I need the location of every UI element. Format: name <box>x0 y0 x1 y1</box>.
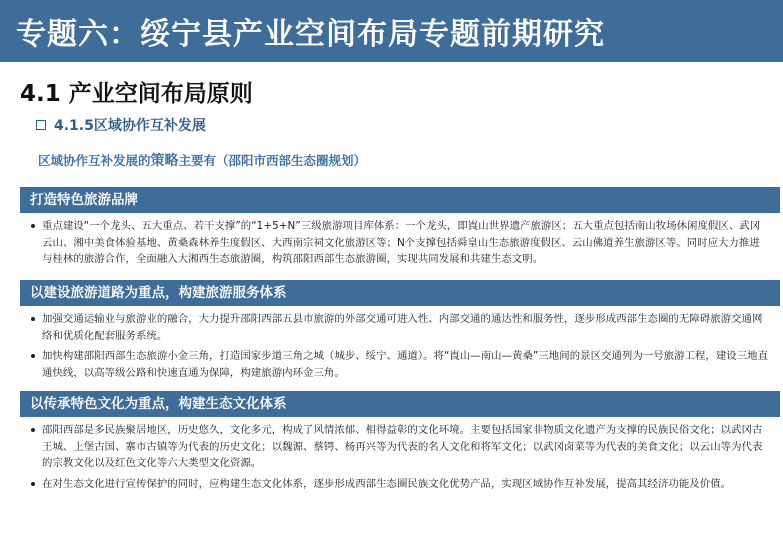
list-item: 加快构建邵阳西部生态旅游小金三角，打造国家步道三角之城（城步、绥宁、通道）。将“崀山—南山—黄桑”三地间的景区交通列为一号旅游工程，建设三地直通快线，以高等级公路和快速直通为保障，构建旅游内环金三角。 <box>30 348 770 381</box>
list-item: 加强交通运输业与旅游业的融合，大力提升邵阳西部五县市旅游的外部交通可进入性、内部交通的通达性和服务性，逐步形成西部生态圈的无障碍旅游交通网络和优质化配套服务系统。 <box>30 311 770 344</box>
intro-suffix: 主要有（邵阳市西部生态圈规划） <box>178 153 367 168</box>
intro-line <box>38 150 366 170</box>
list-item: 邵阳西部是多民族聚居地区，历史悠久，文化多元，构成了风情浓郁、相得益彰的文化环境。主要包括国家非物质文化遗产为支撑的民族民俗文化；以武冈古王城、上堡古国、寨市古镇等为代表的历史文化；以魏源、蔡锷、杨再兴等为代表的名人文化和将军文化；以武冈卤菜等为代表的美食文化；以云山等为代表的宗教文化以及红色文化等六大类型文化资源。 <box>30 422 770 472</box>
subsection-label: 4.1.5区域协作互补发展 <box>54 118 206 134</box>
section-heading: 4.1 产业空间布局原则 <box>20 81 253 107</box>
list-item: 重点建设“一个龙头、五大重点、若干支撑”的“1+5+N”三级旅游项目库体系：一个龙头，即崀山世界遗产旅游区；五大重点包括南山牧场休闲度假区、武冈云山、湘中美食体验基地、黄桑森林养生度假区、大西南宗祠文化旅游区等；N个支撑包括舜皇山生态旅游度假区、云山佛道养生旅游区等。同时应大力推进与桂林的旅游合作，全面融入大湘西生态旅游圈，构筑邵阳西部生态旅游圈，实现共同发展和共建生态文明。 <box>30 218 770 268</box>
subsection-heading <box>36 115 206 135</box>
strategy-heading-culture: 以传承特色文化为重点，构建生态文化体系 <box>20 391 780 417</box>
header-banner <box>0 0 783 62</box>
list-item: 在对生态文化进行宣传保护的同时，应构建生态文化体系，逐步形成西部生态圈民族文化优势产品，实现区域协作互补发展，提高其经济功能及价值。 <box>30 476 770 493</box>
strategy-body-tourism-roads <box>30 311 770 385</box>
intro-prefix: 区域协作互补发展的 <box>38 153 151 168</box>
square-bullet-icon <box>36 120 46 130</box>
intro-accent: 策略 <box>150 153 179 169</box>
strategy-body-tourism-brand <box>30 218 770 272</box>
strategy-heading-tourism-brand: 打造特色旅游品牌 <box>20 187 780 213</box>
page-title: 专题六：绥宁县产业空间布局专题前期研究 <box>16 17 605 52</box>
strategy-heading-tourism-roads: 以建设旅游道路为重点，构建旅游服务体系 <box>20 280 780 306</box>
strategy-body-culture <box>30 422 770 496</box>
